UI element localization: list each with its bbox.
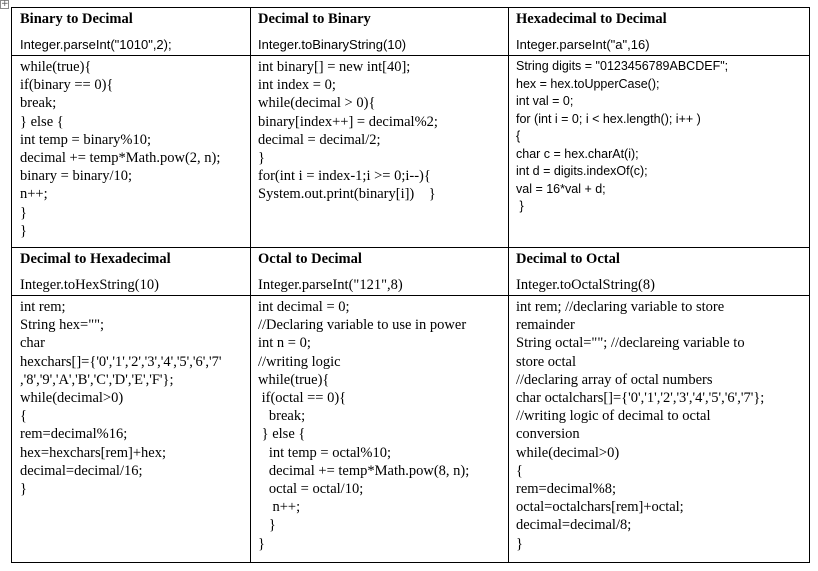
decimal-to-hexadecimal-code-cell xyxy=(13,296,250,562)
code-block: while(true){ if(binary == 0){ break; } else { int temp = binary%10; decimal += temp*Math.pow(2, n); binary = binary/10; n++; } } xyxy=(20,59,221,239)
code-block: int binary[] = new int[40]; int index = 0; while(decimal > 0){ binary[index++] = decimal%2; decimal = decimal/2; } for(int i = index-1;i >= 0;i--){ System.out.print(binary[i]) } xyxy=(258,59,438,203)
cell-title: Decimal to Binary xyxy=(258,11,371,27)
code-block: int rem; //declaring variable to store remainder String octal=""; //declareing variable to store octal //declaring array of octal numbers char octalchars[]={'0','1','2','3','4','5','6','7'}; //writing logic of decimal to octal conversion while(decimal>0) { rem=decimal%8; octal=octalchars[rem]+octal; decimal=decimal/8; } xyxy=(516,299,765,552)
code-block: int decimal = 0; //Declaring variable to use in power int n = 0; //writing logic while(true){ if(octal == 0){ break; } else { int temp = octal%10; decimal += temp*Math.pow(8, n); octal = octal/10; n++; } } xyxy=(258,299,470,552)
decimal-to-binary-code-cell xyxy=(251,56,508,247)
cell-title: Hexadecimal to Decimal xyxy=(516,11,667,27)
conversion-table xyxy=(11,7,810,563)
binary-to-decimal-header-cell xyxy=(13,8,250,55)
api-call: Integer.parseInt("a",16) xyxy=(516,37,650,52)
decimal-to-octal-code-cell xyxy=(509,296,809,562)
binary-to-decimal-code-cell xyxy=(13,56,250,247)
api-call: Integer.toHexString(10) xyxy=(20,277,159,293)
cell-title: Decimal to Octal xyxy=(516,251,620,267)
api-call: Integer.toOctalString(8) xyxy=(516,277,655,293)
decimal-to-octal-header-cell xyxy=(509,248,809,295)
cell-title: Octal to Decimal xyxy=(258,251,362,267)
api-call: Integer.toBinaryString(10) xyxy=(258,37,407,52)
cell-title: Binary to Decimal xyxy=(20,11,133,27)
code-block: String digits = "0123456789ABCDEF"; hex = hex.toUpperCase(); int val = 0; for (int i = 0; i < hex.length(); i++ ) { char c = hex.charAt(i); int d = digits.indexOf(c); val = 16*val + d; } xyxy=(516,59,729,213)
api-call: Integer.parseInt("121",8) xyxy=(258,277,403,293)
hexadecimal-to-decimal-code-cell xyxy=(509,56,809,247)
octal-to-decimal-code-cell xyxy=(251,296,508,562)
code-block: int rem; String hex=""; char hexchars[]={'0','1','2','3','4','5','6','7' ,'8','9','A','B','C','D','E','F'}; while(decimal>0) { rem=decimal%16; hex=hexchars[rem]+hex; decimal=decimal/16; } xyxy=(20,299,222,498)
table-move-handle-icon[interactable]: + xyxy=(1,0,9,9)
octal-to-decimal-header-cell xyxy=(251,248,508,295)
api-call: Integer.parseInt("1010",2); xyxy=(20,37,172,52)
cell-title: Decimal to Hexadecimal xyxy=(20,251,171,267)
decimal-to-hexadecimal-header-cell xyxy=(13,248,250,295)
decimal-to-binary-header-cell xyxy=(251,8,508,55)
hexadecimal-to-decimal-header-cell xyxy=(509,8,809,55)
